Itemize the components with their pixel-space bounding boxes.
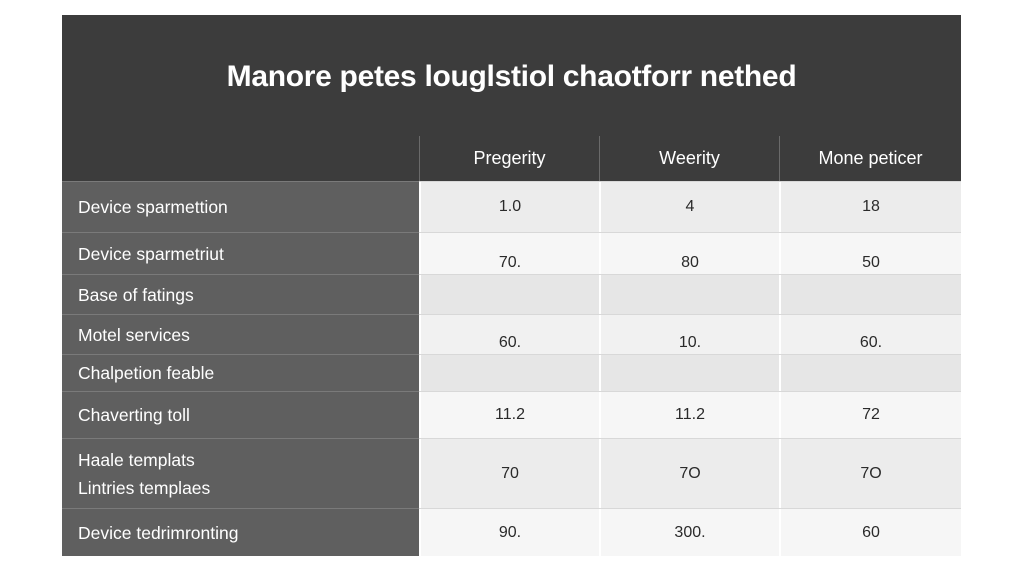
table-cell: [599, 355, 779, 391]
table-cell: 60.: [779, 315, 961, 354]
row-label: [62, 274, 419, 314]
table-cell: 7O: [779, 439, 961, 508]
table-title: Manore petes louglstiol chaotforr nethed: [226, 59, 797, 93]
row-label: [62, 354, 419, 391]
row-label: [62, 508, 419, 556]
row-label: [62, 438, 419, 508]
table-cell: [419, 275, 599, 314]
data-table: [62, 15, 961, 556]
table-row: [62, 232, 961, 274]
table-cell: 4: [599, 182, 779, 232]
row-label-text: Device tedrimronting: [78, 522, 239, 543]
table-cell: [419, 355, 599, 391]
table-row: [62, 354, 961, 391]
table-cell: 60.: [419, 315, 599, 354]
table-row: [62, 181, 961, 232]
row-label-text: Haale templats: [78, 449, 195, 470]
row-label-text: Motel services: [78, 324, 190, 345]
table-title-banner: [62, 15, 961, 136]
row-label-text: Chaverting toll: [78, 405, 190, 425]
table-row: [62, 508, 961, 556]
table-row: [62, 274, 961, 314]
row-label-text: Device sparmettion: [78, 197, 228, 217]
row-label-text: Base of fatings: [78, 284, 194, 305]
table-row: [62, 438, 961, 508]
row-label: [62, 391, 419, 438]
table-cell: [779, 275, 961, 314]
table-cell: [599, 275, 779, 314]
table-row: [62, 391, 961, 438]
table-cell: 50: [779, 233, 961, 274]
row-label-text: Chalpetion feable: [78, 363, 215, 383]
table-cell: 300.: [599, 509, 779, 556]
table-cell: 7O: [599, 439, 779, 508]
column-header-3: Mone peticer: [779, 136, 961, 181]
table-cell: 10.: [599, 315, 779, 354]
table-cell: 11.2: [599, 392, 779, 438]
table-cell: 18: [779, 182, 961, 232]
table-cell: 90.: [419, 509, 599, 556]
table-cell: [779, 355, 961, 391]
row-label: [62, 181, 419, 232]
row-label-text: Device sparmetriut: [78, 243, 224, 264]
table-cell: 70.: [419, 233, 599, 274]
row-label: [62, 314, 419, 354]
table-cell: 1.0: [419, 182, 599, 232]
table-cell: 72: [779, 392, 961, 438]
table-cell: 11.2: [419, 392, 599, 438]
table-body: [62, 181, 961, 556]
header-corner: [62, 136, 419, 181]
table-cell: 80: [599, 233, 779, 274]
table-cell: 70: [419, 439, 599, 508]
table-row: [62, 314, 961, 354]
row-label: [62, 232, 419, 274]
table-cell: 60: [779, 509, 961, 556]
column-header-2: Weerity: [599, 136, 779, 181]
column-header-1: Pregerity: [419, 136, 599, 181]
column-header-row: [62, 136, 961, 181]
row-label-text: Lintries templaes: [78, 477, 211, 498]
